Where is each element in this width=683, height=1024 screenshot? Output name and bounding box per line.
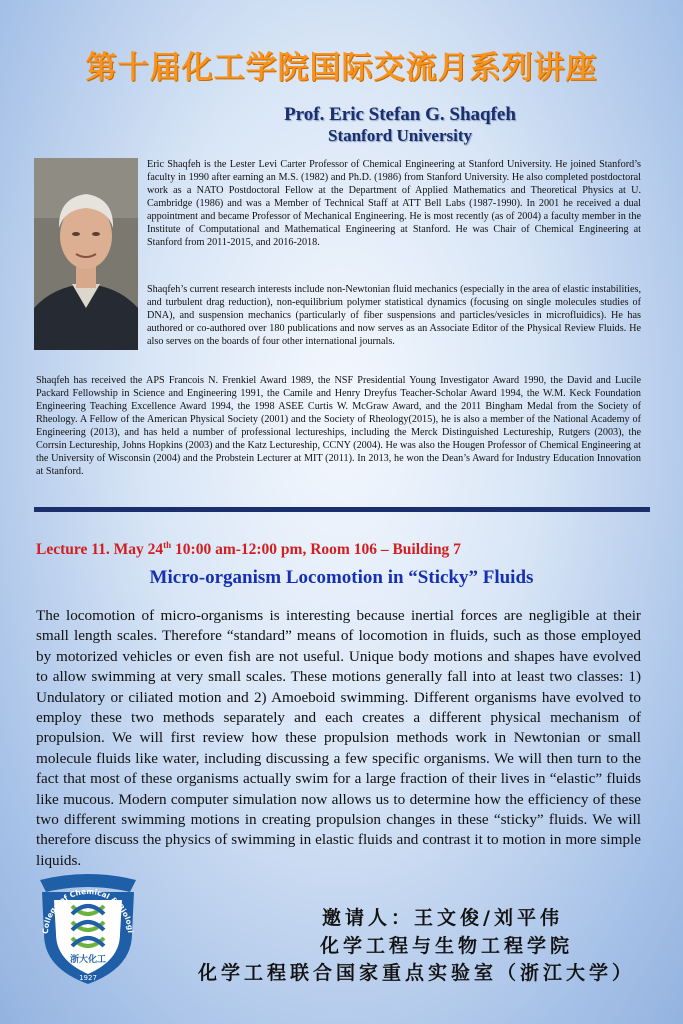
bio-paragraph-3: Shaqfeh has received the APS Francois N. Frenkiel Award 1989, the NSF Presidential Young Investigator Award 1990, the David and Lucile Packard Fellowship in Science and Engineering 1991, the Camile and Henry Dreyfus Teacher-Scholar Award 1994, the W.M. Keck Foundation Engineering Teaching Excellence Award 1994, the 1998 ASEE Curtis W. McGraw Award, and the 2011 Bingham Medal from the Society of Rheology. A Fellow of the American Physical Society (2001) and the Society of Rheology(2015), he is also a member of the National Academy of Engineering (2013), and has held a number of professional lectureships, including the Merck Distinguished Lectureship, Rutgers (2003), the Corrsin Lectureship, Johns Hopkins (2003) and the Katz Lectureship, CCNY (2004). He was also the Hougen Professor of Chemical Engineering at the University of Wisconsin (2004) and the Probstein Lecturer at MIT (2011). In 2013, he won the Dean’s Award for Industry Education Innovation at Stanford. [36,375,641,477]
speaker-name: Prof. Eric Stefan G. Shaqfeh [284,104,516,125]
speaker-affiliation: Stanford University [327,126,473,145]
logo-year: 1927 [79,974,97,982]
series-title: 第十届化工学院国际交流月系列讲座 [85,50,598,86]
section-divider [34,507,650,512]
host-college: 化学工程与生物工程学院 [319,935,573,957]
portrait-drawing [34,158,138,350]
bio-paragraph-2: Shaqfeh’s current research interests include non-Newtonian fluid mechanics (especially in the area of elastic instabilities, and turbulent drag reduction), non-equilibrium polymer statistical dynamics (focusing on single molecules studies of DNA), and suspension mechanics (particularly of fiber suspensions and particles/vesicles in microfluidics). He has authored or co-authored over 180 publications and now serves as an Associate Editor of the Physical Review Fluids. He also serves on the boards of four other international journals. [147,284,641,347]
speaker-portrait-icon [34,158,138,350]
lecture-info [36,535,646,560]
lecture-date-prefix: Lecture 11. May 24 [36,541,164,559]
logo-center-text: 浙大化工 [69,955,107,965]
lecture-date-suffix: th [163,540,172,550]
bio-paragraph-1: Eric Shaqfeh is the Lester Levi Carter Professor of Chemical Engineering at Stanford University. He joined Stanford’s faculty in 1990 after earning an M.S. (1982) and Ph.D. (1986) from Stanford University. He also completed postdoctoral work as a NATO Postdoctoral Fellow at the Department of Applied Mathematics and Theoretical Physics at U. Cambridge (1986) and was a Member of Technical Staff at ATT Bell Labs (1987-1990). In 2001 he received a dual appointment and became Professor of Mechanical Engineering. He is most recently (as of 2004) a faculty member in the Institute of Computational and Mathematical Engineering at Stanford. He was Chair of Chemical Engineering at Stanford from 2011-2015, and 2016-2018. [147,159,641,248]
host-lab: 化学工程联合国家重点实验室（浙江大学） [197,962,635,984]
host-inviters: 邀请人：王文俊/刘平伟 [322,907,563,929]
lecture-time-room: 10:00 am-12:00 pm, Room 106 – Building 7 [171,541,461,559]
abstract: The locomotion of micro-organisms is interesting because inertial forces are negligible at their small length scales. Therefore “standard” means of locomotion in fluids, such as those employed by motorized vehicles or even fish are not useful. Unique body motions and shapes have evolved to allow swimming at very small scales. These motions generally fall into at least two classes: 1) Undulatory or ciliated motion and 2) Amoeboid swimming. Different organisms have evolved to employ these two methods separately and each creates a different physical mechanism of propulsion. We will first review how these propulsion methods work in Newtonian or small molecule fluids like water, including discussing a few specific organisms. We will then turn to the fact that most of these organisms actually swim for a large fraction of their lives in “elastic” fluids like mucous. Modern computer simulation now allows us to determine how the efficiency of these two different swimming motions in creating propulsion changes in these “sticky” fluids. We will therefore discuss the physics of swimming in elastic fluids and contrast it to motion in more simple liquids. [36,607,641,869]
logo-ring-text: College of Chemical & Biologi [40,886,135,935]
talk-title: Micro-organism Locomotion in “Sticky” Fluids [149,567,534,588]
